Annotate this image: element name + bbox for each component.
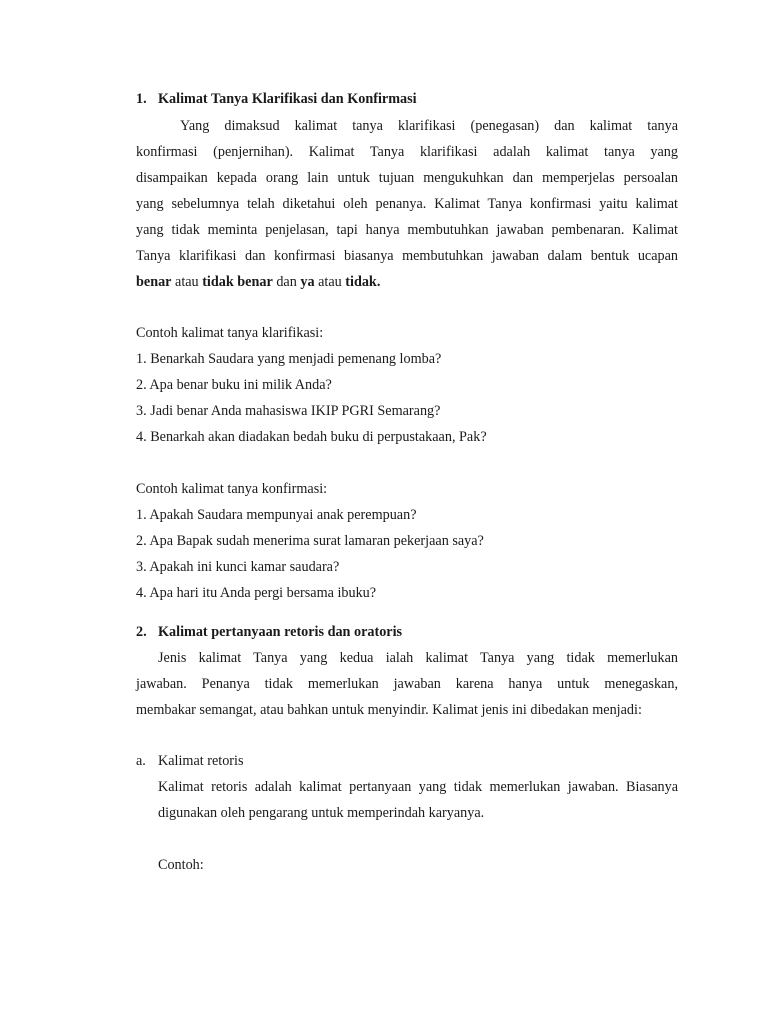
sub-a-label: a. <box>136 753 146 769</box>
klarifikasi-example-3: 3. Jadi benar Anda mahasiswa IKIP PGRI Semarang? <box>136 403 441 419</box>
bold-tidak-benar: tidak benar <box>202 274 273 290</box>
text-atau-1: atau <box>171 274 203 290</box>
section2-paragraph-line-2: jawaban. Penanya tidak memerlukan jawaban karena hanya untuk menegaskan, <box>136 676 678 692</box>
klarifikasi-example-1: 1. Benarkah Saudara yang menjadi pemenang lomba? <box>136 351 442 367</box>
section2-paragraph-line-1: Jenis kalimat Tanya yang kedua ialah kalimat Tanya yang tidak memerlukan <box>158 650 678 666</box>
bold-benar: benar <box>136 274 172 290</box>
section2-paragraph-last-line: membakar semangat, atau bahkan untuk menyindir. Kalimat jenis ini dibedakan menjadi: <box>136 702 642 718</box>
sub-a-title: Kalimat retoris <box>158 753 244 769</box>
section1-number: 1. <box>136 91 147 107</box>
section2-number: 2. <box>136 624 147 640</box>
konfirmasi-example-4: 4. Apa hari itu Anda pergi bersama ibuku? <box>136 585 377 601</box>
klarifikasi-example-4: 4. Benarkah akan diadakan bedah buku di perpustakaan, Pak? <box>136 429 487 445</box>
section1-paragraph-last-line <box>136 273 380 291</box>
section1-paragraph-line-2: konfirmasi (penjernihan). Kalimat Tanya klarifikasi adalah kalimat tanya yang <box>136 144 678 160</box>
section1-paragraph-line-5: yang tidak meminta penjelasan, tapi hanya membutuhkan jawaban pembenaran. Kalimat <box>136 222 678 238</box>
section1-paragraph-line-1: Yang dimaksud kalimat tanya klarifikasi (penegasan) dan kalimat tanya <box>180 118 678 134</box>
bold-tidak: tidak. <box>345 274 381 290</box>
sub-a-line-2: digunakan oleh pengarang untuk memperindah karyanya. <box>158 805 485 821</box>
konfirmasi-example-3: 3. Apakah ini kunci kamar saudara? <box>136 559 340 575</box>
section1-title: Kalimat Tanya Klarifikasi dan Konfirmasi <box>158 91 417 107</box>
konfirmasi-heading: Contoh kalimat tanya konfirmasi: <box>136 481 328 497</box>
text-atau-2: atau <box>314 274 346 290</box>
section1-heading <box>136 90 417 108</box>
klarifikasi-example-2: 2. Apa benar buku ini milik Anda? <box>136 377 332 393</box>
konfirmasi-example-2: 2. Apa Bapak sudah menerima surat lamaran pekerjaan saya? <box>136 533 484 549</box>
konfirmasi-example-1: 1. Apakah Saudara mempunyai anak perempuan? <box>136 507 417 523</box>
sub-a-example-label: Contoh: <box>158 857 204 873</box>
section2-title: Kalimat pertanyaan retoris dan oratoris <box>158 624 403 640</box>
section1-paragraph-line-4: yang sebelumnya telah diketahui oleh penanya. Kalimat Tanya konfirmasi yaitu kalimat <box>136 196 678 212</box>
sub-a-line-1: Kalimat retoris adalah kalimat pertanyaan yang tidak memerlukan jawaban. Biasanya <box>158 779 678 795</box>
text-dan: dan <box>272 274 301 290</box>
bold-ya: ya <box>300 274 315 290</box>
klarifikasi-heading: Contoh kalimat tanya klarifikasi: <box>136 325 324 341</box>
section2-heading <box>136 623 402 641</box>
section1-paragraph-line-6: Tanya klarifikasi dan konfirmasi biasanya membutuhkan jawaban dalam bentuk ucapan <box>136 248 678 264</box>
section1-paragraph-line-3: disampaikan kepada orang lain untuk tujuan mengukuhkan dan memperjelas persoalan <box>136 170 678 186</box>
